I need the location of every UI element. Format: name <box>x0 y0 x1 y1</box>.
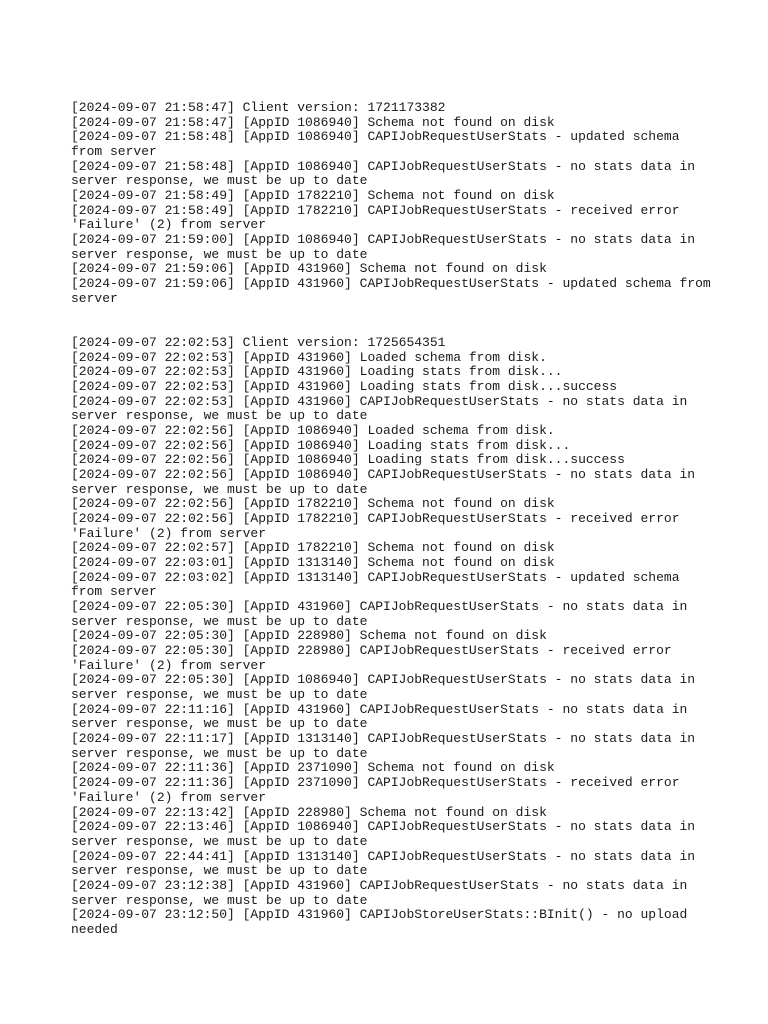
log-line: [2024-09-07 22:02:53] [AppID 431960] Loading stats from disk...success <box>71 379 618 395</box>
log-line: [2024-09-07 22:11:36] [AppID 2371090] CAPIJobRequestUserStats - received error 'Failure' (2) from server <box>71 775 688 805</box>
log-line: [2024-09-07 23:12:38] [AppID 431960] CAPIJobRequestUserStats - no stats data in server response, we must be up to date <box>71 877 696 908</box>
log-line: [2024-09-07 22:02:56] [AppID 1086940] Loading stats from disk...success <box>71 452 625 468</box>
log-line: [2024-09-07 22:03:02] [AppID 1313140] CAPIJobRequestUserStats - updated schema from server <box>71 569 688 600</box>
log-line: [2024-09-07 21:58:48] [AppID 1086940] CAPIJobRequestUserStats - updated schema from server <box>71 129 688 160</box>
log-line: [2024-09-07 21:58:49] [AppID 1782210] Schema not found on disk <box>71 188 555 204</box>
log-line: [2024-09-07 22:13:42] [AppID 228980] Schema not found on disk <box>71 804 547 820</box>
log-line: [2024-09-07 21:59:06] [AppID 431960] CAPIJobRequestUserStats - updated schema from server <box>71 276 719 306</box>
log-line: [2024-09-07 23:12:50] [AppID 431960] CAPIJobStoreUserStats::BInit() - no upload needed <box>71 907 696 937</box>
log-line: [2024-09-07 22:02:56] [AppID 1086940] Loaded schema from disk. <box>71 423 555 439</box>
log-line: [2024-09-07 22:02:53] Client version: 1725654351 <box>71 335 446 350</box>
log-line: [2024-09-07 22:02:56] [AppID 1086940] Loading stats from disk... <box>71 437 571 453</box>
log-line: [2024-09-07 22:02:56] [AppID 1782210] CAPIJobRequestUserStats - received error 'Failure' (2) from server <box>71 511 688 541</box>
log-session-1 <box>71 100 719 306</box>
log-line: [2024-09-07 22:11:17] [AppID 1313140] CAPIJobRequestUserStats - no stats data in server response, we must be up to date <box>71 731 703 761</box>
log-line: [2024-09-07 22:02:53] [AppID 431960] Loaded schema from disk. <box>71 349 547 365</box>
log-line: [2024-09-07 21:58:47] Client version: 1721173382 <box>71 100 446 115</box>
log-line: [2024-09-07 21:58:48] [AppID 1086940] CAPIJobRequestUserStats - no stats data in server response, we must be up to date <box>71 158 703 189</box>
log-line: [2024-09-07 21:59:06] [AppID 431960] Schema not found on disk <box>71 261 547 277</box>
log-line: [2024-09-07 21:58:49] [AppID 1782210] CAPIJobRequestUserStats - received error 'Failure' (2) from server <box>71 202 688 233</box>
log-line: [2024-09-07 22:05:30] [AppID 1086940] CAPIJobRequestUserStats - no stats data in server response, we must be up to date <box>71 672 703 703</box>
log-line: [2024-09-07 22:02:56] [AppID 1782210] Schema not found on disk <box>71 496 555 512</box>
log-line: [2024-09-07 21:59:00] [AppID 1086940] CAPIJobRequestUserStats - no stats data in server response, we must be up to date <box>71 232 703 262</box>
log-line: [2024-09-07 22:02:56] [AppID 1086940] CAPIJobRequestUserStats - no stats data in server response, we must be up to date <box>71 467 703 497</box>
log-session-2 <box>71 336 711 938</box>
log-line: [2024-09-07 21:58:47] [AppID 1086940] Schema not found on disk <box>71 114 555 130</box>
log-line: [2024-09-07 22:02:53] [AppID 431960] Loading stats from disk... <box>71 364 563 380</box>
log-line: [2024-09-07 22:02:57] [AppID 1782210] Schema not found on disk <box>71 540 555 556</box>
log-line: [2024-09-07 22:05:30] [AppID 228980] CAPIJobRequestUserStats - received error 'Failure' (2) from server <box>71 643 680 673</box>
log-line: [2024-09-07 22:44:41] [AppID 1313140] CAPIJobRequestUserStats - no stats data in server response, we must be up to date <box>71 848 703 879</box>
log-line: [2024-09-07 22:11:16] [AppID 431960] CAPIJobRequestUserStats - no stats data in server response, we must be up to date <box>71 701 696 732</box>
log-line: [2024-09-07 22:02:53] [AppID 431960] CAPIJobRequestUserStats - no stats data in server response, we must be up to date <box>71 393 696 424</box>
log-line: [2024-09-07 22:05:30] [AppID 228980] Schema not found on disk <box>71 628 547 644</box>
log-line: [2024-09-07 22:03:01] [AppID 1313140] Schema not found on disk <box>71 555 555 571</box>
log-line: [2024-09-07 22:11:36] [AppID 2371090] Schema not found on disk <box>71 760 555 776</box>
log-line: [2024-09-07 22:05:30] [AppID 431960] CAPIJobRequestUserStats - no stats data in server response, we must be up to date <box>71 599 696 629</box>
log-line: [2024-09-07 22:13:46] [AppID 1086940] CAPIJobRequestUserStats - no stats data in server response, we must be up to date <box>71 819 703 849</box>
